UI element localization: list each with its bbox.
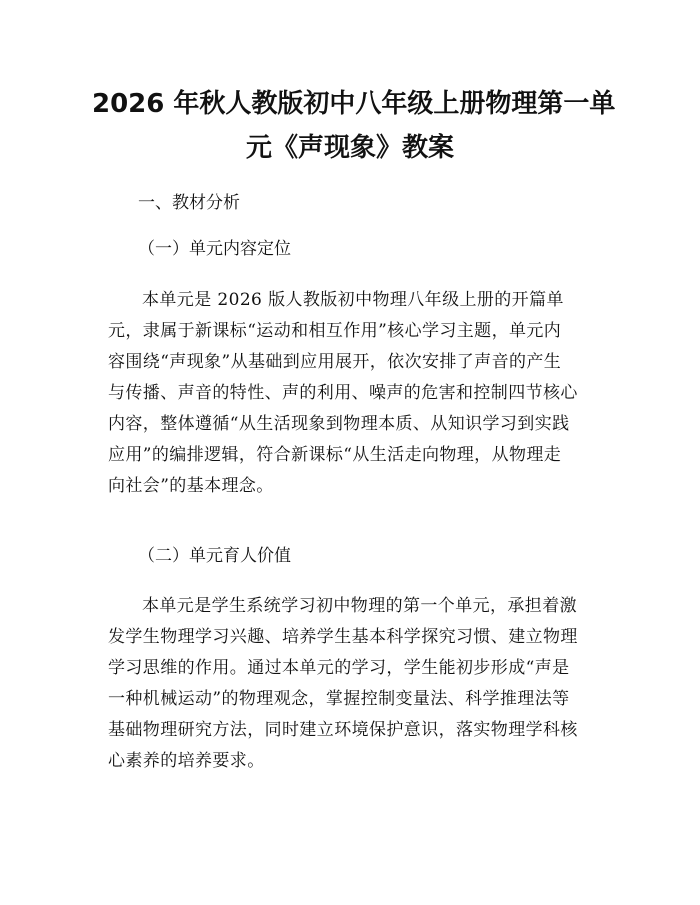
paragraph-line: 元，隶属于新课标“运动和相互作用”核心学习主题，单元内 bbox=[108, 321, 562, 341]
paragraph-line: 学习思维的作用。通过本单元的学习，学生能初步形成“声是 bbox=[108, 658, 570, 678]
paragraph-unit-positioning bbox=[108, 285, 594, 502]
document-title-line-2: 元《声现象》教案 bbox=[245, 133, 454, 163]
paragraph-line: 与传播、声音的特性、声的利用、噪声的危害和控制四节核心 bbox=[108, 383, 578, 403]
document-title-line-1: 2026 年秋人教版初中八年级上册物理第一单 bbox=[92, 89, 616, 119]
paragraph-line: 内容，整体遵循“从生活现象到物理本质、从知识学习到实践 bbox=[108, 414, 570, 434]
paragraph-line: 容围绕“声现象”从基础到应用展开，依次安排了声音的产生 bbox=[108, 352, 562, 372]
subsection-heading-unit-positioning: （一）单元内容定位 bbox=[138, 239, 291, 259]
paragraph-line: 应用”的编排逻辑，符合新课标“从生活走向物理，从物理走 bbox=[108, 445, 562, 465]
section-heading-textbook-analysis: 一、教材分析 bbox=[138, 193, 240, 213]
paragraph-line: 向社会”的基本理念。 bbox=[108, 476, 274, 496]
paragraph-line: 本单元是 2026 版人教版初中物理八年级上册的开篇单 bbox=[142, 290, 564, 310]
paragraph-line: 基础物理研究方法，同时建立环境保护意识，落实物理学科核 bbox=[108, 720, 578, 740]
paragraph-educational-value bbox=[108, 591, 594, 777]
paragraph-line: 发学生物理学习兴趣、培养学生基本科学探究习惯、建立物理 bbox=[108, 627, 578, 647]
subsection-heading-educational-value: （二）单元育人价值 bbox=[138, 546, 291, 566]
paragraph-line: 本单元是学生系统学习初中物理的第一个单元，承担着激 bbox=[142, 596, 577, 616]
paragraph-line: 心素养的培养要求。 bbox=[108, 751, 265, 771]
paragraph-line: 一种机械运动”的物理观念，掌握控制变量法、科学推理法等 bbox=[108, 689, 570, 709]
